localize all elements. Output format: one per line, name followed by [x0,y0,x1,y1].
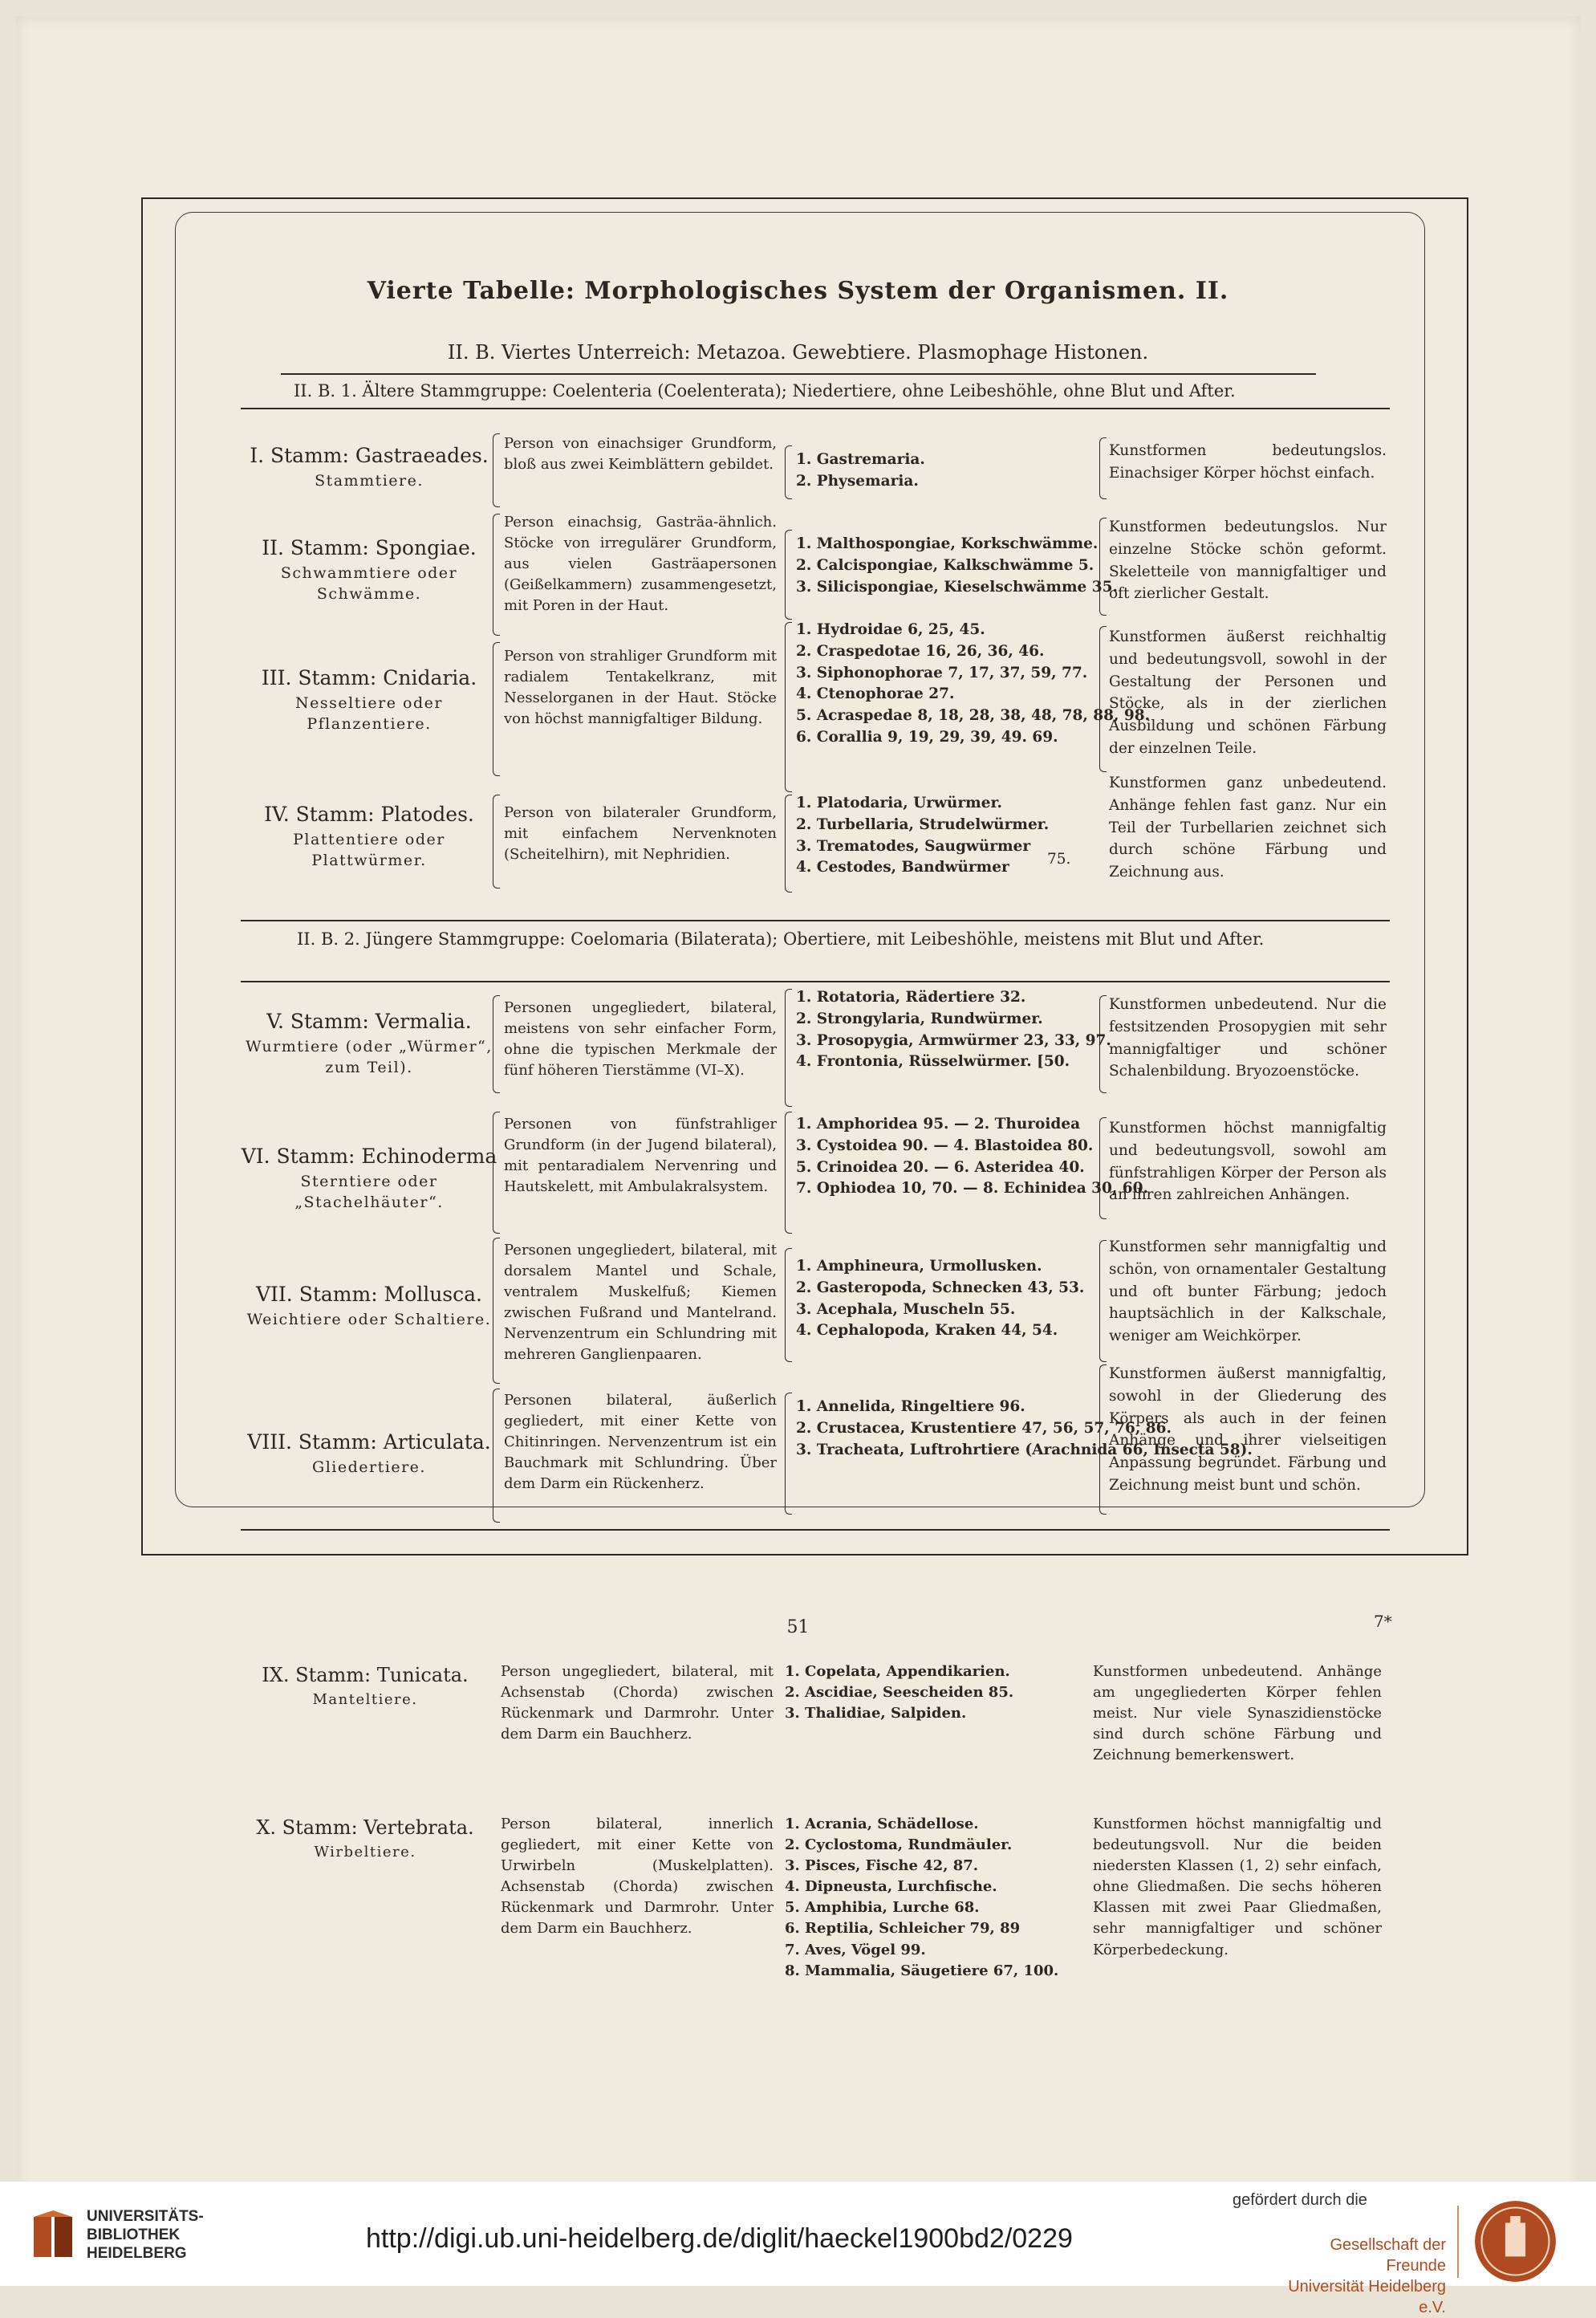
person-description: Person von bilateraler Grundform, mit einfachem Nervenknoten (Scheitelhirn), mit Nephridien. [504,804,777,864]
art-forms: Kunstformen bedeutungslos. Nur einzelne Stöcke schön geformt. Skeletteile von mannigfaltiger und oft zierlicher Gestalt. [1109,518,1387,603]
art-forms: Kunstformen unbedeutend. Anhänge am ungegliederten Körper fehlen meist. Nur viele Synaszidienstöcke sind durch schöne Färbung und Zeichnung bemerkenswert. [1093,1663,1382,1764]
class-list [785,1814,1082,1982]
person-description: Person einachsig, Gasträa-ähnlich. Stöcke von irregulärer Grundform, aus vielen Gasträapersonen (Geißelkammern) zusammengesetzt, mit Poren in der Haut. [504,514,777,615]
class-item: 6. Reptilia, Schleicher 79, 89 [785,1920,1021,1938]
class-item: 5. Acraspedae 8, 18, 28, 38, 48, 78, 88, 98. [796,707,1151,725]
stamm-common-name: Sterntiere oder „Stachelhäuter“. [294,1173,444,1211]
class-item: 1. Annelida, Ringeltiere 96. [796,1398,1025,1415]
class-item: 2. Cyclostoma, Rundmäuler. [785,1836,1013,1854]
stamm-common-name: Wurmtiere (oder „Würmer“, zum Teil). [246,1038,493,1076]
class-item: 3. Silicispongiae, Kieselschwämme 35. [796,578,1118,596]
brace [785,1393,792,1515]
class-list [796,620,1151,749]
class-item: 1. Hydroidae 6, 25, 45. [796,621,985,638]
class-item: 4. Ctenophorae 27. [796,685,955,703]
class-item: 1. Platodaria, Urwürmer. [796,795,1002,811]
library-name: UNIVERSITÄTS- BIBLIOTHEK HEIDELBERG [87,2208,204,2263]
person-description: Person bilateral, innerlich gegliedert, mit einer Kette von Urwirbeln (Muskelplatten). Achsenstab (Chorda) zwischen Rückenmark und Darmrohr. Unter dem Darm ein Bauchherz. [501,1816,774,1938]
brace [1099,518,1107,616]
class-list [796,987,1111,1073]
stamm-8 [241,1430,497,1478]
rule [241,1529,1390,1531]
brace [785,530,792,620]
class-item: 3. Siphonophorae 7, 17, 37, 59, 77. [796,664,1088,681]
brace [785,795,792,893]
brace [1099,1117,1107,1219]
brace [785,622,792,792]
class-item: 4. Cephalopoda, Kraken 44, 54. [796,1322,1058,1340]
library-logo-icon [32,2210,76,2267]
footer-bar [0,2182,1596,2316]
funded-by-text: gefördert durch die [1233,2191,1367,2209]
page-number: 51 [786,1617,810,1637]
university-seal-icon [1473,2199,1557,2283]
table-title: Vierte Tabelle: Morphologisches System der Organismen. II. [367,277,1229,305]
stamm-name: VIII. Stamm: Articulata. [247,1430,491,1454]
brace [785,445,792,499]
stamm-1 [241,444,497,492]
art-forms: Kunstformen unbedeutend. Nur die festsitzenden Prosopygien mit sehr mannigfaltiger und schöner Schalenbildung. Bryozoenstöcke. [1109,996,1387,1080]
person-description: Person von strahliger Grundform mit radialem Tentakelkranz, mit Nesselorganen in der Haut. Stöcke von höchst mannigfaltiger Bildung. [504,648,777,728]
class-list [796,449,1094,493]
stamm-name: IX. Stamm: Tunicata. [262,1664,469,1686]
stamm-2 [241,536,497,604]
brace [1099,995,1107,1093]
class-item: 3. Trematodes, Saugwürmer [796,837,1031,855]
stamm-common-name: Nesseltiere oder Pflanzentiere. [295,694,443,733]
art-forms: Kunstformen sehr mannigfaltig und schön, von ornamentaler Gestaltung und oft bunter Färbung; jedoch hauptsächlich in der Kalkschale, weniger am Weichkörper. [1109,1238,1387,1344]
class-item: 3. Acephala, Muscheln 55. [796,1300,1016,1318]
rule [241,920,1390,921]
class-item: 5. Crinoidea 20. — 6. Asteridea 40. [796,1158,1085,1176]
class-item: 1. Amphineura, Urmollusken. [796,1258,1042,1275]
class-item: 2. Gasteropoda, Schnecken 43, 53. [796,1279,1085,1296]
brace [493,995,500,1093]
group2-header: II. B. 2. Jüngere Stammgruppe: Coelomaria (Bilaterata); Obertiere, mit Leibeshöhle, meistens mit Blut und After. [297,929,1265,949]
stamm-name: II. Stamm: Spongiae. [262,536,477,559]
class-item: 1. Rotatoria, Rädertiere 32. [796,989,1026,1006]
stamm-5 [241,1010,497,1078]
stamm-name: IV. Stamm: Platodes. [264,803,474,826]
rule [281,373,1316,375]
signature-mark: 7* [1374,1612,1392,1631]
stamm-9-block [241,1661,1388,1766]
stamm-common-name: Schwammtiere oder Schwämme. [280,564,458,603]
class-list [796,1114,1148,1200]
stamm-common-name: Stammtiere. [315,472,424,490]
brace [493,1112,500,1234]
brace [493,642,500,776]
class-item: 3. Tracheata, Luftrohrtiere (Arachnida 66, Insecta 58). [796,1441,1253,1458]
class-item: 7. Aves, Vögel 99. [785,1941,926,1958]
stamm-common-name: Plattentiere oder Plattwürmer. [293,831,445,869]
stamm-name: X. Stamm: Vertebrata. [256,1816,474,1839]
stamm-4 [241,803,497,871]
brace [493,795,500,889]
person-description: Personen ungegliedert, bilateral, meistens von sehr einfacher Form, ohne die typischen Merkmale der fünf höheren Tierstämme (VI–X). [504,999,777,1080]
class-item: 4. Cestodes, Bandwürmer [796,859,1009,876]
society-name: Gesellschaft der Freunde Universität Heidelberg e.V. [1288,2236,1446,2316]
person-description: Person ungegliedert, bilateral, mit Achsenstab (Chorda) zwischen Rückenmark und Darmrohr. Unter dem Darm ein Bauchherz. [501,1663,774,1743]
brace [785,989,792,1107]
class-item: 2. Calcispongiae, Kalkschwämme 5. [796,556,1094,574]
art-forms: Kunstformen äußerst reichhaltig und bedeutungsvoll, sowohl in der Gestaltung der Personen und Stöcke, als in der zierlichen Ausbildung und schönen Färbung der einzelnen Teile. [1109,628,1387,757]
class-item: 8. Mammalia, Säugetiere 67, 100. [785,1962,1059,1979]
brace [493,1389,500,1523]
person-description: Personen von fünfstrahliger Grundform (in der Jugend bilateral), mit pentaradialem Nervenring und Hautskelett, mit Ambulakralsystem. [504,1116,777,1196]
brace [493,514,500,636]
stamm-common-name: Weichtiere oder Schaltiere. [246,1311,492,1328]
stamm-common-name: Wirbeltiere. [314,1843,416,1861]
art-forms: Kunstformen höchst mannigfaltig und bedeutungsvoll. Nur die beiden niedersten Klassen (1, 2) sehr einfach, ohne Gliedmaßen. Die sechs höheren Klassen mit zwei Paar Gliedmaßen, sehr mannigfaltiger und schöner Körperbedeckung. [1093,1816,1382,1958]
class-item: 4. Dipneusta, Lurchfische. [785,1878,997,1896]
class-item: 2. Ascidiae, Seescheiden 85. [785,1684,1014,1702]
stamm-10-block [241,1814,1388,1982]
class-item: 2. Strongylaria, Rundwürmer. [796,1010,1043,1027]
stamm-6 [241,1145,497,1213]
art-forms: Kunstformen äußerst mannigfaltig, sowohl in der Gliederung des Körpers als auch in der feinen Anhänge und ihrer vielseitigen Anpassung begründet. Färbung und Zeichnung meist bunt und schön. [1109,1365,1387,1494]
brace [493,433,500,507]
brace [1099,626,1107,772]
person-description: Personen bilateral, äußerlich gegliedert, mit einer Kette von Chitinringen. Nervenzentrum ist ein Bauchmark mit Schlundring. Über dem Darm ein Rückenherz. [504,1392,777,1493]
class-item: 1. Copelata, Appendikarien. [785,1663,1010,1680]
class-item: 2. Turbellaria, Strudelwürmer. [796,815,1050,833]
class-item: 2. Craspedotae 16, 26, 36, 46. [796,642,1045,660]
stamm-name: I. Stamm: Gastraeades. [250,444,489,467]
stamm-name: V. Stamm: Vermalia. [266,1010,472,1033]
class-item: 2. Crustacea, Krustentiere 47, 56, 57, 76, 86. [796,1419,1172,1437]
class-list [796,1397,1253,1461]
person-description: Personen ungegliedert, bilateral, mit dorsalem Mantel und Schale, ventralem Muskelfuß; Kiemen zwischen Fußrand und Mantelrand. Nervenzentrum ein Schlundring mit mehreren Ganglienpaaren. [504,1242,777,1364]
stamm-common-name: Manteltiere. [312,1690,418,1708]
brace [785,1248,792,1362]
class-item: 4. Frontonia, Rüsselwürmer. [50. [796,1053,1070,1071]
class-item: 3. Prosopygia, Armwürmer 23, 33, 97. [796,1031,1111,1049]
class-item: 3. Thalidiae, Salpiden. [785,1705,967,1722]
brace [1099,1364,1107,1515]
stamm-7 [241,1283,497,1331]
class-item: 7. Ophiodea 10, 70. — 8. Echinidea 30, 60. [796,1180,1148,1198]
stamm-3 [241,666,497,734]
stamm-name: III. Stamm: Cnidaria. [261,666,477,689]
class-item: 3. Cystoidea 90. — 4. Blastoidea 80. [796,1137,1094,1154]
art-forms: Kunstformen ganz unbedeutend. Anhänge fehlen fast ganz. Nur ein Teil der Turbellarien zeichnet sich durch schöne Färbung und Zeichnung aus. [1109,775,1387,880]
class-item: 3. Pisces, Fische 42, 87. [785,1857,979,1875]
brace [493,1238,500,1384]
class-item: 1. Gastremaria. [796,451,925,468]
brace [785,1112,792,1234]
stamm-name: VI. Stamm: Echinoderma [241,1145,497,1168]
class-list [785,1661,1082,1766]
class-item: 1. Amphoridea 95. — 2. Thuroidea [796,1116,1081,1133]
rule [241,981,1390,982]
brace [1099,1240,1107,1362]
class-item: 2. Physemaria. [796,472,919,490]
class-list [796,1256,1094,1342]
class-item: 1. Acrania, Schädellose. [785,1816,979,1832]
divider [1457,2206,1459,2278]
rule [241,408,1390,409]
brace [1099,437,1107,499]
class-item: 6. Corallia 9, 19, 29, 39, 49. 69. [796,729,1058,746]
group1-header: II. B. 1. Ältere Stammgruppe: Coelenteria (Coelenterata); Niedertiere, ohne Leibeshöhle, ohne Blut und After. [294,381,1236,401]
art-forms: Kunstformen höchst mannigfaltig und bedeutungsvoll, sowohl am fünfstrahligen Körper der Person als an ihren zahlreichen Anhängen. [1109,1120,1387,1204]
stamm-name: VII. Stamm: Mollusca. [256,1283,482,1306]
class-note: 75. [1047,851,1071,868]
class-item: 5. Amphibia, Lurche 68. [785,1899,980,1917]
table-subtitle: II. B. Viertes Unterreich: Metazoa. Gewebtiere. Plasmophage Histonen. [447,341,1149,364]
art-forms: Kunstformen bedeutungslos. Einachsiger Körper höchst einfach. [1109,442,1387,482]
class-item: 1. Malthospongiae, Korkschwämme. [796,535,1099,552]
stamm-common-name: Gliedertiere. [312,1458,426,1476]
class-list [796,534,1118,598]
source-url-link[interactable]: http://digi.ub.uni-heidelberg.de/diglit/haeckel1900bd2/0229 [366,2223,1073,2254]
person-description: Person von einachsiger Grundform, bloß aus zwei Keimblättern gebildet. [504,435,777,474]
